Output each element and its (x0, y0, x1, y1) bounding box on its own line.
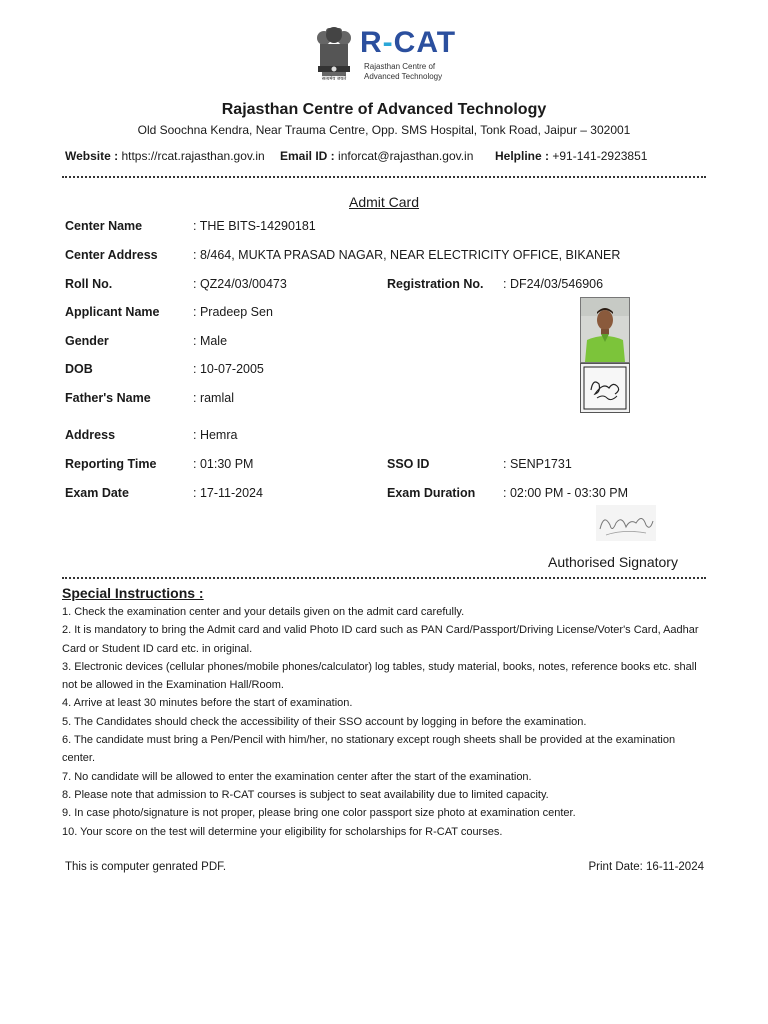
gender-value: : Male (193, 334, 228, 348)
authorised-signatory-label: Authorised Signatory (548, 554, 678, 570)
exam-duration-value: : 02:00 PM - 03:30 PM (503, 486, 629, 500)
roll-number-label: Roll No. (65, 277, 113, 291)
center-address-label: Center Address (65, 248, 158, 262)
dob-label: DOB (65, 362, 93, 376)
roll-number-value: : QZ24/03/00473 (193, 277, 287, 291)
rcat-subtitle-line1: Rajasthan Centre of (364, 62, 436, 71)
special-instructions-list (62, 603, 706, 841)
instructions-divider (62, 577, 706, 579)
exam-date-label: Exam Date (65, 486, 129, 500)
address-value: : Hemra (193, 428, 238, 442)
header-divider (62, 176, 706, 178)
applicant-signature-image (581, 364, 629, 412)
center-address-value: : 8/464, MUKTA PRASAD NAGAR, NEAR ELECTRICITY OFFICE, BIKANER (193, 248, 621, 262)
center-name-label: Center Name (65, 219, 143, 233)
father-name-label: Father's Name (65, 391, 151, 405)
registration-number-value: : DF24/03/546906 (503, 277, 604, 291)
applicant-name-value: : Pradeep Sen (193, 305, 273, 319)
exam-date-value: : 17-11-2024 (193, 486, 263, 500)
father-name-value: : ramlal (193, 391, 234, 405)
rcat-wordmark (360, 26, 456, 60)
rcat-wordmark-cat: CAT (393, 26, 457, 59)
email-label: Email ID : (280, 149, 335, 163)
rcat-wordmark-r: R (360, 26, 383, 59)
instruction-item: 2. It is mandatory to bring the Admit card and valid Photo ID card such as PAN Card/Passport/Driving License/Voter's Card, Aadhar Card or Student ID card etc. in original. (62, 624, 699, 655)
instruction-item: 4. Arrive at least 30 minutes before the start of examination. (62, 697, 353, 710)
helpline-value: +91-141-2923851 (552, 149, 648, 163)
instruction-item: 9. In case photo/signature is not proper, please bring one color passport size photo at examination center. (62, 807, 576, 820)
rcat-wordmark-dash: - (382, 26, 394, 59)
computer-generated-note: This is computer genrated PDF. (65, 861, 227, 873)
instruction-item: 1. Check the examination center and your details given on the admit card carefully. (62, 606, 465, 618)
exam-duration-label: Exam Duration (387, 486, 476, 500)
rcat-subtitle-line2: Advanced Technology (364, 72, 443, 81)
organization-title: Rajasthan Centre of Advanced Technology (221, 101, 547, 118)
authorised-signature-image (596, 505, 656, 541)
applicant-name-label: Applicant Name (65, 305, 160, 319)
instruction-item: 7. No candidate will be allowed to enter the examination center after the start of the examination. (62, 770, 532, 783)
website-link[interactable]: https://rcat.rajasthan.gov.in (121, 149, 265, 163)
dob-value: : 10-07-2005 (193, 362, 264, 376)
instruction-item: 3. Electronic devices (cellular phones/mobile phones/calculator) log tables, study material, books, notes, reference books etc. shall not be allowed in the Examination Hall/Room. (62, 660, 697, 692)
instruction-item: 8. Please note that admission to R-CAT courses is subject to seat availability due to limited capacity. (62, 788, 549, 801)
website-info (65, 149, 265, 163)
helpline-label: Helpline : (495, 149, 550, 163)
sso-id-label: SSO ID (387, 457, 430, 471)
applicant-photo-image (581, 298, 629, 362)
reporting-time-value: : 01:30 PM (193, 457, 254, 471)
website-label: Website : (65, 149, 119, 163)
sso-id-value: : SENP1731 (503, 457, 572, 471)
email-info (280, 149, 473, 163)
admit-card-title: Admit Card (348, 194, 420, 210)
gender-label: Gender (65, 334, 109, 348)
reporting-time-label: Reporting Time (65, 457, 157, 471)
registration-number-label: Registration No. (387, 277, 484, 291)
instruction-item: 10. Your score on the test will determine your eligibility for scholarships for R-CAT courses. (62, 825, 503, 838)
center-name-value: : THE BITS-14290181 (193, 219, 316, 233)
rcat-logo (312, 24, 462, 86)
instruction-item: 6. The candidate must bring a Pen/Pencil with him/her, no stationary except rough sheets shall be provided at the examination center. (62, 734, 676, 765)
instruction-item: 5. The Candidates should check the accessibility of their SSO account by logging in before the examination. (62, 715, 587, 728)
email-link[interactable]: inforcat@rajasthan.gov.in (338, 149, 474, 163)
special-instructions-title: Special Instructions : (62, 585, 204, 601)
print-date: Print Date: 16-11-2024 (588, 861, 704, 873)
address-label: Address (65, 428, 116, 442)
organization-address: Old Soochna Kendra, Near Trauma Centre, Opp. SMS Hospital, Tonk Road, Jaipur – 302001 (137, 123, 631, 137)
rcat-subtitle (364, 62, 464, 82)
applicant-signature (580, 363, 630, 413)
helpline-info (495, 149, 647, 163)
emblem-caption: सत्यमेव जयते (321, 76, 347, 82)
applicant-photo (580, 297, 630, 363)
